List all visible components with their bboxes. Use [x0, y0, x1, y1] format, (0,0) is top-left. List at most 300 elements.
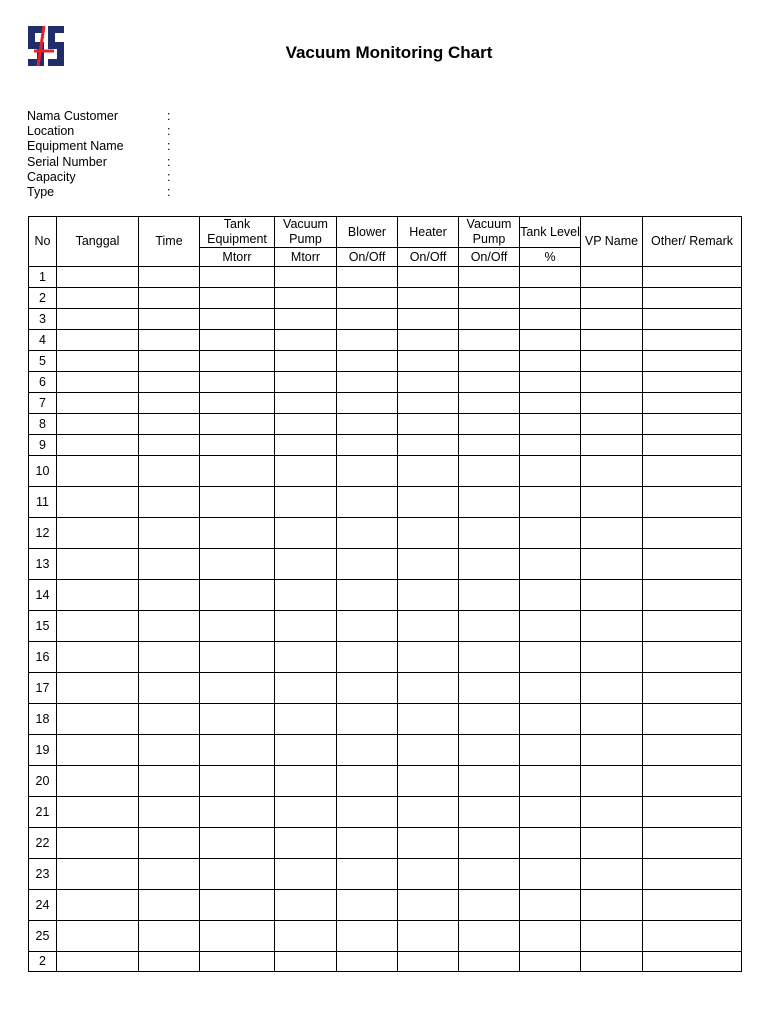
entry-cell[interactable]	[139, 735, 200, 766]
entry-cell[interactable]	[643, 372, 742, 393]
entry-cell[interactable]	[459, 435, 520, 456]
entry-cell[interactable]	[459, 267, 520, 288]
entry-cell[interactable]	[398, 797, 459, 828]
info-block	[27, 109, 170, 200]
entry-cell[interactable]	[275, 330, 337, 351]
entry-cell[interactable]	[200, 673, 275, 704]
entry-cell[interactable]	[57, 456, 139, 487]
entry-cell[interactable]	[520, 580, 581, 611]
info-separator: :	[167, 154, 171, 169]
entry-cell[interactable]	[200, 828, 275, 859]
table-row	[29, 435, 742, 456]
entry-cell[interactable]	[337, 611, 398, 642]
entry-cell[interactable]	[398, 435, 459, 456]
entry-cell[interactable]	[643, 766, 742, 797]
entry-cell[interactable]	[581, 330, 643, 351]
entry-cell[interactable]	[337, 288, 398, 309]
entry-cell[interactable]	[643, 456, 742, 487]
entry-cell[interactable]	[337, 330, 398, 351]
entry-cell[interactable]	[275, 309, 337, 330]
info-label: Serial Number	[27, 154, 107, 169]
entry-cell[interactable]	[581, 580, 643, 611]
entry-cell[interactable]	[459, 456, 520, 487]
entry-cell[interactable]	[57, 859, 139, 890]
entry-cell[interactable]	[581, 828, 643, 859]
entry-cell[interactable]	[275, 921, 337, 952]
entry-cell[interactable]	[139, 828, 200, 859]
entry-cell[interactable]	[398, 673, 459, 704]
entry-cell[interactable]	[520, 487, 581, 518]
entry-cell[interactable]	[275, 549, 337, 580]
entry-cell[interactable]	[337, 704, 398, 735]
entry-cell[interactable]	[337, 309, 398, 330]
col-header-blower: Blower	[337, 217, 398, 248]
entry-cell[interactable]	[520, 330, 581, 351]
entry-cell[interactable]	[57, 611, 139, 642]
entry-cell[interactable]	[337, 890, 398, 921]
entry-cell[interactable]	[581, 288, 643, 309]
entry-cell[interactable]	[200, 487, 275, 518]
entry-cell[interactable]	[57, 309, 139, 330]
entry-cell[interactable]	[459, 580, 520, 611]
entry-cell[interactable]	[581, 797, 643, 828]
entry-cell[interactable]	[275, 288, 337, 309]
entry-cell[interactable]	[275, 704, 337, 735]
entry-cell[interactable]	[337, 372, 398, 393]
col-header-vacuum-pump-status: Vacuum Pump	[459, 217, 520, 248]
entry-cell[interactable]	[57, 330, 139, 351]
entry-cell[interactable]	[275, 611, 337, 642]
entry-cell[interactable]	[643, 330, 742, 351]
entry-cell[interactable]	[275, 797, 337, 828]
entry-cell[interactable]	[337, 487, 398, 518]
entry-cell[interactable]	[200, 890, 275, 921]
entry-cell[interactable]	[459, 797, 520, 828]
entry-cell[interactable]	[275, 414, 337, 435]
entry-cell[interactable]	[643, 309, 742, 330]
row-number: 9	[29, 435, 57, 456]
entry-cell[interactable]	[520, 642, 581, 673]
entry-cell[interactable]	[643, 487, 742, 518]
entry-cell[interactable]	[57, 487, 139, 518]
entry-cell[interactable]	[200, 435, 275, 456]
entry-cell[interactable]	[581, 309, 643, 330]
entry-cell[interactable]	[337, 952, 398, 972]
entry-cell[interactable]	[139, 487, 200, 518]
entry-cell[interactable]	[57, 704, 139, 735]
entry-cell[interactable]	[459, 414, 520, 435]
entry-cell[interactable]	[643, 414, 742, 435]
table-row	[29, 549, 742, 580]
entry-cell[interactable]	[643, 518, 742, 549]
entry-cell[interactable]	[643, 704, 742, 735]
entry-cell[interactable]	[398, 288, 459, 309]
entry-cell[interactable]	[520, 288, 581, 309]
entry-cell[interactable]	[398, 828, 459, 859]
entry-cell[interactable]	[581, 735, 643, 766]
entry-cell[interactable]	[139, 890, 200, 921]
info-label: Equipment Name	[27, 139, 124, 154]
entry-cell[interactable]	[200, 704, 275, 735]
entry-cell[interactable]	[520, 372, 581, 393]
entry-cell[interactable]	[139, 549, 200, 580]
entry-cell[interactable]	[459, 518, 520, 549]
entry-cell[interactable]	[139, 372, 200, 393]
entry-cell[interactable]	[57, 288, 139, 309]
entry-cell[interactable]	[200, 351, 275, 372]
entry-cell[interactable]	[337, 518, 398, 549]
entry-cell[interactable]	[581, 372, 643, 393]
entry-cell[interactable]	[520, 414, 581, 435]
entry-cell[interactable]	[275, 766, 337, 797]
entry-cell[interactable]	[337, 580, 398, 611]
row-number: 12	[29, 518, 57, 549]
entry-cell[interactable]	[520, 766, 581, 797]
entry-cell[interactable]	[459, 642, 520, 673]
entry-cell[interactable]	[398, 267, 459, 288]
row-number: 25	[29, 921, 57, 952]
entry-cell[interactable]	[57, 435, 139, 456]
entry-cell[interactable]	[200, 611, 275, 642]
entry-cell[interactable]	[643, 859, 742, 890]
entry-cell[interactable]	[139, 456, 200, 487]
entry-cell[interactable]	[200, 288, 275, 309]
entry-cell[interactable]	[275, 487, 337, 518]
entry-cell[interactable]	[459, 673, 520, 704]
entry-cell[interactable]	[200, 267, 275, 288]
info-label: Location	[27, 124, 75, 139]
entry-cell[interactable]	[643, 393, 742, 414]
entry-cell[interactable]	[581, 859, 643, 890]
entry-cell[interactable]	[643, 642, 742, 673]
entry-cell[interactable]	[643, 952, 742, 972]
entry-cell[interactable]	[398, 330, 459, 351]
entry-cell[interactable]	[57, 890, 139, 921]
entry-cell[interactable]	[57, 393, 139, 414]
entry-cell[interactable]	[139, 766, 200, 797]
entry-cell[interactable]	[57, 267, 139, 288]
row-number: 1	[29, 267, 57, 288]
entry-cell[interactable]	[200, 580, 275, 611]
entry-cell[interactable]	[139, 288, 200, 309]
entry-cell[interactable]	[459, 487, 520, 518]
entry-cell[interactable]	[643, 673, 742, 704]
entry-cell[interactable]	[337, 351, 398, 372]
entry-cell[interactable]	[200, 372, 275, 393]
entry-cell[interactable]	[139, 952, 200, 972]
table-row	[29, 642, 742, 673]
entry-cell[interactable]	[57, 797, 139, 828]
entry-cell[interactable]	[139, 267, 200, 288]
entry-cell[interactable]	[200, 414, 275, 435]
entry-cell[interactable]	[139, 859, 200, 890]
table-row	[29, 611, 742, 642]
entry-cell[interactable]	[459, 288, 520, 309]
entry-cell[interactable]	[275, 372, 337, 393]
entry-cell[interactable]	[139, 797, 200, 828]
entry-cell[interactable]	[459, 735, 520, 766]
entry-cell[interactable]	[459, 952, 520, 972]
entry-cell[interactable]	[139, 673, 200, 704]
entry-cell[interactable]	[57, 735, 139, 766]
entry-cell[interactable]	[337, 797, 398, 828]
info-label: Type	[27, 184, 55, 199]
entry-cell[interactable]	[520, 952, 581, 972]
entry-cell[interactable]	[200, 393, 275, 414]
entry-cell[interactable]	[459, 549, 520, 580]
row-number: 21	[29, 797, 57, 828]
row-number: 22	[29, 828, 57, 859]
entry-cell[interactable]	[643, 549, 742, 580]
entry-cell[interactable]	[398, 642, 459, 673]
entry-cell[interactable]	[520, 704, 581, 735]
entry-cell[interactable]	[398, 309, 459, 330]
entry-cell[interactable]	[275, 518, 337, 549]
entry-cell[interactable]	[275, 267, 337, 288]
entry-cell[interactable]	[398, 518, 459, 549]
entry-cell[interactable]	[275, 673, 337, 704]
entry-cell[interactable]	[337, 921, 398, 952]
entry-cell[interactable]	[275, 859, 337, 890]
entry-cell[interactable]	[139, 611, 200, 642]
entry-cell[interactable]	[57, 673, 139, 704]
entry-cell[interactable]	[643, 921, 742, 952]
row-number: 18	[29, 704, 57, 735]
entry-cell[interactable]	[459, 393, 520, 414]
entry-cell[interactable]	[581, 435, 643, 456]
entry-cell[interactable]	[520, 351, 581, 372]
entry-cell[interactable]	[581, 952, 643, 972]
entry-cell[interactable]	[520, 859, 581, 890]
entry-cell[interactable]	[57, 580, 139, 611]
entry-cell[interactable]	[398, 393, 459, 414]
entry-cell[interactable]	[337, 673, 398, 704]
entry-cell[interactable]	[57, 518, 139, 549]
entry-cell[interactable]	[520, 611, 581, 642]
entry-cell[interactable]	[200, 642, 275, 673]
entry-cell[interactable]	[581, 673, 643, 704]
entry-cell[interactable]	[200, 735, 275, 766]
entry-cell[interactable]	[200, 549, 275, 580]
entry-cell[interactable]	[581, 766, 643, 797]
entry-cell[interactable]	[337, 267, 398, 288]
entry-cell[interactable]	[520, 890, 581, 921]
entry-cell[interactable]	[520, 309, 581, 330]
entry-cell[interactable]	[398, 704, 459, 735]
entry-cell[interactable]	[581, 611, 643, 642]
entry-cell[interactable]	[459, 330, 520, 351]
entry-cell[interactable]	[581, 267, 643, 288]
entry-cell[interactable]	[643, 828, 742, 859]
entry-cell[interactable]	[275, 393, 337, 414]
entry-cell[interactable]	[581, 487, 643, 518]
entry-cell[interactable]	[459, 309, 520, 330]
entry-cell[interactable]	[581, 704, 643, 735]
entry-cell[interactable]	[57, 921, 139, 952]
entry-cell[interactable]	[643, 288, 742, 309]
entry-cell[interactable]	[139, 351, 200, 372]
col-header-heater: Heater	[398, 217, 459, 248]
entry-cell[interactable]	[57, 952, 139, 972]
entry-cell[interactable]	[200, 309, 275, 330]
entry-cell[interactable]	[581, 549, 643, 580]
entry-cell[interactable]	[337, 435, 398, 456]
entry-cell[interactable]	[398, 735, 459, 766]
entry-cell[interactable]	[200, 859, 275, 890]
table-row	[29, 330, 742, 351]
entry-cell[interactable]	[200, 921, 275, 952]
entry-cell[interactable]	[200, 797, 275, 828]
entry-cell[interactable]	[275, 351, 337, 372]
entry-cell[interactable]	[275, 456, 337, 487]
entry-cell[interactable]	[139, 414, 200, 435]
entry-cell[interactable]	[275, 580, 337, 611]
entry-cell[interactable]	[398, 456, 459, 487]
info-label: Capacity	[27, 169, 76, 184]
entry-cell[interactable]	[581, 393, 643, 414]
unit-vacuum-pump-status: On/Off	[459, 248, 520, 267]
entry-cell[interactable]	[643, 735, 742, 766]
entry-cell[interactable]	[139, 435, 200, 456]
entry-cell[interactable]	[520, 828, 581, 859]
entry-cell[interactable]	[139, 580, 200, 611]
entry-cell[interactable]	[337, 735, 398, 766]
row-number: 7	[29, 393, 57, 414]
entry-cell[interactable]	[57, 828, 139, 859]
row-number: 11	[29, 487, 57, 518]
table-row	[29, 673, 742, 704]
entry-cell[interactable]	[57, 372, 139, 393]
entry-cell[interactable]	[200, 766, 275, 797]
entry-cell[interactable]	[520, 393, 581, 414]
entry-cell[interactable]	[275, 435, 337, 456]
entry-cell[interactable]	[581, 351, 643, 372]
entry-cell[interactable]	[398, 414, 459, 435]
entry-cell[interactable]	[459, 611, 520, 642]
entry-cell[interactable]	[337, 549, 398, 580]
entry-cell[interactable]	[520, 456, 581, 487]
entry-cell[interactable]	[139, 393, 200, 414]
entry-cell[interactable]	[520, 549, 581, 580]
entry-cell[interactable]	[200, 456, 275, 487]
table-row	[29, 580, 742, 611]
entry-cell[interactable]	[139, 642, 200, 673]
entry-cell[interactable]	[139, 330, 200, 351]
entry-cell[interactable]	[459, 351, 520, 372]
entry-cell[interactable]	[200, 330, 275, 351]
entry-cell[interactable]	[643, 435, 742, 456]
entry-cell[interactable]	[643, 611, 742, 642]
page-title: Vacuum Monitoring Chart	[285, 43, 493, 62]
entry-cell[interactable]	[275, 952, 337, 972]
col-header-tanggal: Tanggal	[57, 217, 139, 267]
entry-cell[interactable]	[398, 549, 459, 580]
col-header-tank-equipment: Tank Equipment	[200, 217, 275, 248]
entry-cell[interactable]	[200, 952, 275, 972]
entry-cell[interactable]	[520, 267, 581, 288]
entry-cell[interactable]	[643, 580, 742, 611]
table-row	[29, 309, 742, 330]
entry-cell[interactable]	[337, 393, 398, 414]
entry-cell[interactable]	[398, 766, 459, 797]
entry-cell[interactable]	[337, 456, 398, 487]
entry-cell[interactable]	[57, 642, 139, 673]
entry-cell[interactable]	[337, 642, 398, 673]
entry-cell[interactable]	[57, 351, 139, 372]
entry-cell[interactable]	[643, 890, 742, 921]
entry-cell[interactable]	[337, 414, 398, 435]
entry-cell[interactable]	[398, 921, 459, 952]
entry-cell[interactable]	[459, 704, 520, 735]
entry-cell[interactable]	[581, 890, 643, 921]
entry-cell[interactable]	[139, 309, 200, 330]
entry-cell[interactable]	[459, 859, 520, 890]
row-number: 20	[29, 766, 57, 797]
col-header-vacuum-pump-pressure: Vacuum Pump	[275, 217, 337, 248]
entry-cell[interactable]	[139, 704, 200, 735]
entry-cell[interactable]	[581, 456, 643, 487]
info-row-location	[27, 124, 170, 139]
entry-cell[interactable]	[581, 642, 643, 673]
table-row	[29, 952, 742, 972]
entry-cell[interactable]	[275, 828, 337, 859]
entry-cell[interactable]	[459, 828, 520, 859]
entry-cell[interactable]	[459, 766, 520, 797]
entry-cell[interactable]	[398, 611, 459, 642]
entry-cell[interactable]	[398, 952, 459, 972]
entry-cell[interactable]	[139, 518, 200, 549]
entry-cell[interactable]	[581, 414, 643, 435]
row-number: 14	[29, 580, 57, 611]
entry-cell[interactable]	[643, 797, 742, 828]
entry-cell[interactable]	[581, 921, 643, 952]
entry-cell[interactable]	[520, 797, 581, 828]
entry-cell[interactable]	[520, 921, 581, 952]
row-number: 2	[29, 288, 57, 309]
entry-cell[interactable]	[398, 351, 459, 372]
entry-cell[interactable]	[643, 267, 742, 288]
row-number: 19	[29, 735, 57, 766]
entry-cell[interactable]	[139, 921, 200, 952]
entry-cell[interactable]	[337, 828, 398, 859]
entry-cell[interactable]	[520, 518, 581, 549]
entry-cell[interactable]	[57, 766, 139, 797]
entry-cell[interactable]	[520, 673, 581, 704]
entry-cell[interactable]	[398, 890, 459, 921]
row-number: 3	[29, 309, 57, 330]
entry-cell[interactable]	[337, 859, 398, 890]
entry-cell[interactable]	[459, 890, 520, 921]
entry-cell[interactable]	[398, 859, 459, 890]
entry-cell[interactable]	[337, 766, 398, 797]
entry-cell[interactable]	[643, 351, 742, 372]
entry-cell[interactable]	[398, 580, 459, 611]
entry-cell[interactable]	[398, 487, 459, 518]
entry-cell[interactable]	[275, 735, 337, 766]
entry-cell[interactable]	[520, 435, 581, 456]
entry-cell[interactable]	[57, 549, 139, 580]
entry-cell[interactable]	[275, 642, 337, 673]
entry-cell[interactable]	[275, 890, 337, 921]
entry-cell[interactable]	[398, 372, 459, 393]
info-row-serial-number	[27, 155, 170, 170]
entry-cell[interactable]	[200, 518, 275, 549]
entry-cell[interactable]	[581, 518, 643, 549]
entry-cell[interactable]	[459, 921, 520, 952]
entry-cell[interactable]	[459, 372, 520, 393]
entry-cell[interactable]	[57, 414, 139, 435]
entry-cell[interactable]	[520, 735, 581, 766]
